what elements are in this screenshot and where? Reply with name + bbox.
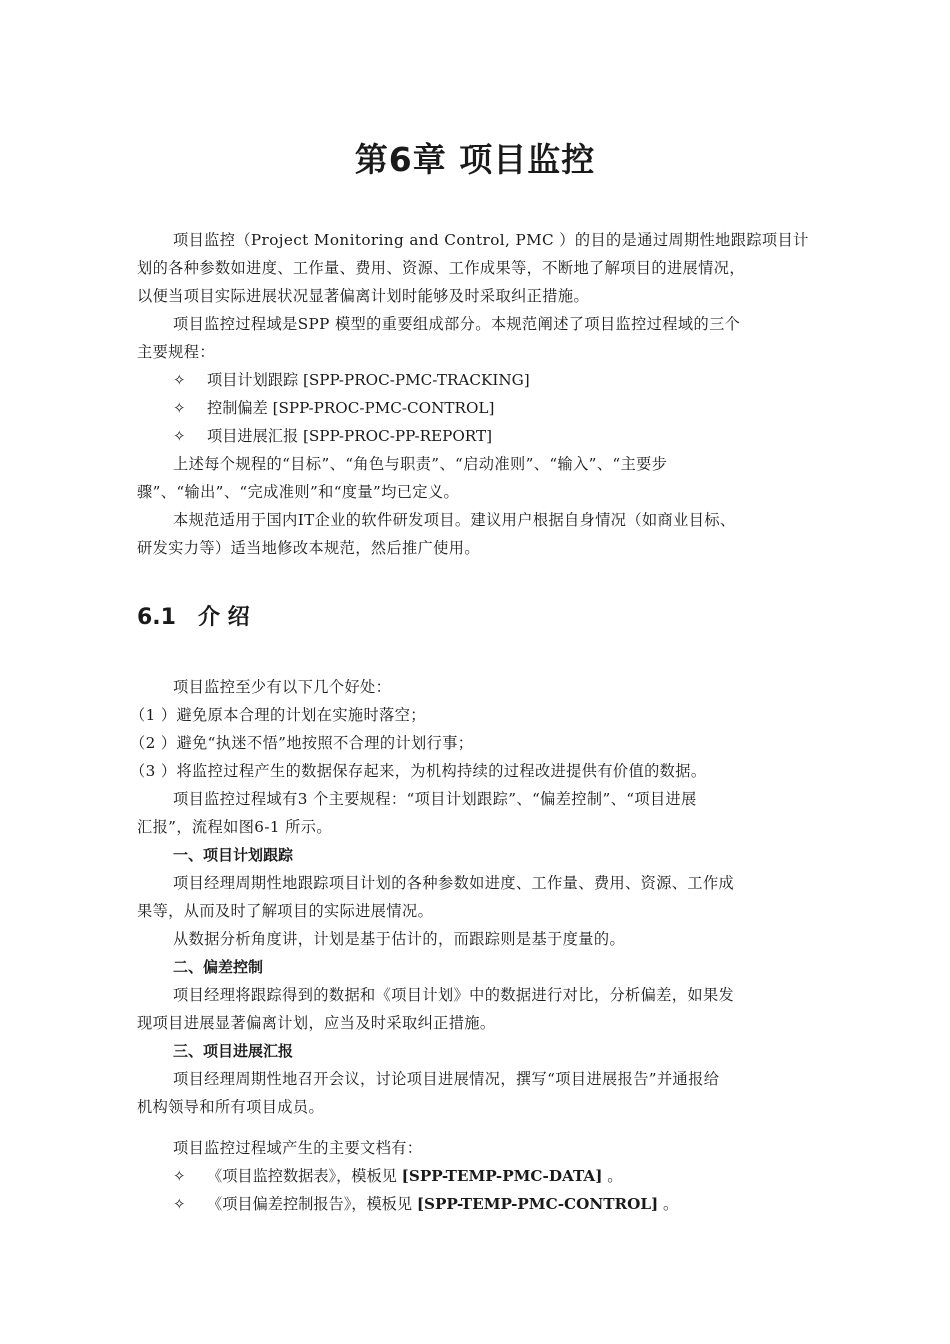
- text-line: 项目经理将跟踪得到的数据和《项目计划》中的数据进行对比，分析偏差，如果发: [173, 986, 735, 1004]
- subheading-deviation-control: 二、偏差控制: [173, 958, 264, 976]
- diamond-bullet-icon: ✧: [173, 371, 186, 389]
- text-line: 果等，从而及时了解项目的实际进展情况。: [137, 902, 434, 920]
- text-line: 从数据分析角度讲，计划是基于估计的，而跟踪则是基于度量的。: [173, 930, 626, 948]
- template-code: [SPP-TEMP-PMC-CONTROL]: [416, 1195, 659, 1213]
- text-line: 项目监控过程域是SPP 模型的重要组成部分。本规范阐述了项目监控过程域的三个: [173, 315, 741, 333]
- text-line: 机构领导和所有项目成员。: [137, 1098, 325, 1116]
- bullet-text: 控制偏差 [SPP-PROC-PMC-CONTROL]: [207, 399, 495, 417]
- benefits-list: [130, 701, 810, 785]
- text-line: 项目监控（Project Monitoring and Control, PMC ）的目的是通过周期性地跟踪项目计: [173, 231, 809, 249]
- punctuation: 。: [658, 1195, 679, 1213]
- diamond-bullet-icon: ✧: [173, 1195, 186, 1213]
- intro-paragraph-4: [137, 506, 817, 562]
- punctuation: 。: [602, 1167, 623, 1185]
- intro-paragraph-2: [137, 310, 817, 366]
- text-line: 项目经理周期性地跟踪项目计划的各种参数如进度、工作量、费用、资源、工作成: [173, 874, 735, 892]
- text-line: 划的各种参数如进度、工作量、费用、资源、工作成果等，不断地了解项目的进展情况，: [137, 259, 745, 277]
- intro-paragraph-1: [137, 226, 817, 310]
- benefits-intro: [137, 673, 817, 701]
- text-line: 本规范适用于国内IT企业的软件研发项目。建议用户根据自身情况（如商业目标、: [173, 511, 736, 529]
- document-name: 《项目偏差控制报告》，模板见: [207, 1195, 417, 1213]
- intro-paragraph-3: [137, 450, 817, 506]
- text-line: 上述每个规程的“目标”、“角色与职责”、“启动准则”、“输入”、“主要步: [173, 455, 668, 473]
- chapter-title: 第6章 项目监控: [354, 140, 596, 179]
- list-item: （3 ）将监控过程产生的数据保存起来，为机构持续的过程改进提供有价值的数据。: [130, 762, 707, 780]
- list-item: （2 ）避免“执迷不悟”地按照不合理的计划行事；: [130, 734, 474, 752]
- procedure-bullet: [173, 366, 530, 394]
- list-item: （1 ）避免原本合理的计划在实施时落空；: [130, 706, 426, 724]
- text-line: 现项目进展显著偏离计划，应当及时采取纠正措施。: [137, 1014, 496, 1032]
- text-line: 项目监控过程域有3 个主要规程：“项目计划跟踪”、“偏差控制”、“项目进展: [173, 790, 697, 808]
- documents-intro: [137, 1134, 817, 1162]
- overview-paragraph: [137, 785, 817, 841]
- text-line: 项目监控过程域产生的主要文档有：: [173, 1139, 423, 1157]
- procedure-bullet: [173, 394, 494, 422]
- diamond-bullet-icon: ✧: [173, 399, 186, 417]
- bullet-text: 项目进展汇报 [SPP-PROC-PP-REPORT]: [207, 427, 493, 445]
- section-title-text: 介 绍: [197, 605, 250, 630]
- procedure-bullet: [173, 422, 492, 450]
- subheading-tracking: 一、项目计划跟踪: [173, 846, 294, 864]
- text-line: 骤”、“输出”、“完成准则”和“度量”均已定义。: [137, 483, 460, 501]
- deviation-paragraph: [137, 981, 817, 1037]
- tracking-paragraph: [137, 869, 817, 953]
- diamond-bullet-icon: ✧: [173, 427, 186, 445]
- template-code: [SPP-TEMP-PMC-DATA]: [401, 1167, 603, 1185]
- bullet-text: 项目计划跟踪 [SPP-PROC-PMC-TRACKING]: [207, 371, 530, 389]
- document-bullet: [173, 1162, 622, 1190]
- text-line: 汇报”，流程如图6-1 所示。: [137, 818, 332, 836]
- diamond-bullet-icon: ✧: [173, 1167, 186, 1185]
- text-line: 项目监控至少有以下几个好处：: [173, 678, 392, 696]
- document-name: 《项目监控数据表》，模板见: [207, 1167, 402, 1185]
- section-number: 6.1: [137, 605, 176, 630]
- section-heading: [137, 600, 250, 631]
- subheading-progress-report: 三、项目进展汇报: [173, 1042, 294, 1060]
- text-line: 研发实力等）适当地修改本规范，然后推广使用。: [137, 539, 480, 557]
- text-line: 以便当项目实际进展状况显著偏离计划时能够及时采取纠正措施。: [137, 287, 590, 305]
- text-line: 项目经理周期性地召开会议，讨论项目进展情况，撰写“项目进展报告”并通报给: [173, 1070, 720, 1088]
- document-bullet: [173, 1190, 678, 1218]
- report-paragraph: [137, 1065, 817, 1121]
- text-line: 主要规程：: [137, 343, 215, 361]
